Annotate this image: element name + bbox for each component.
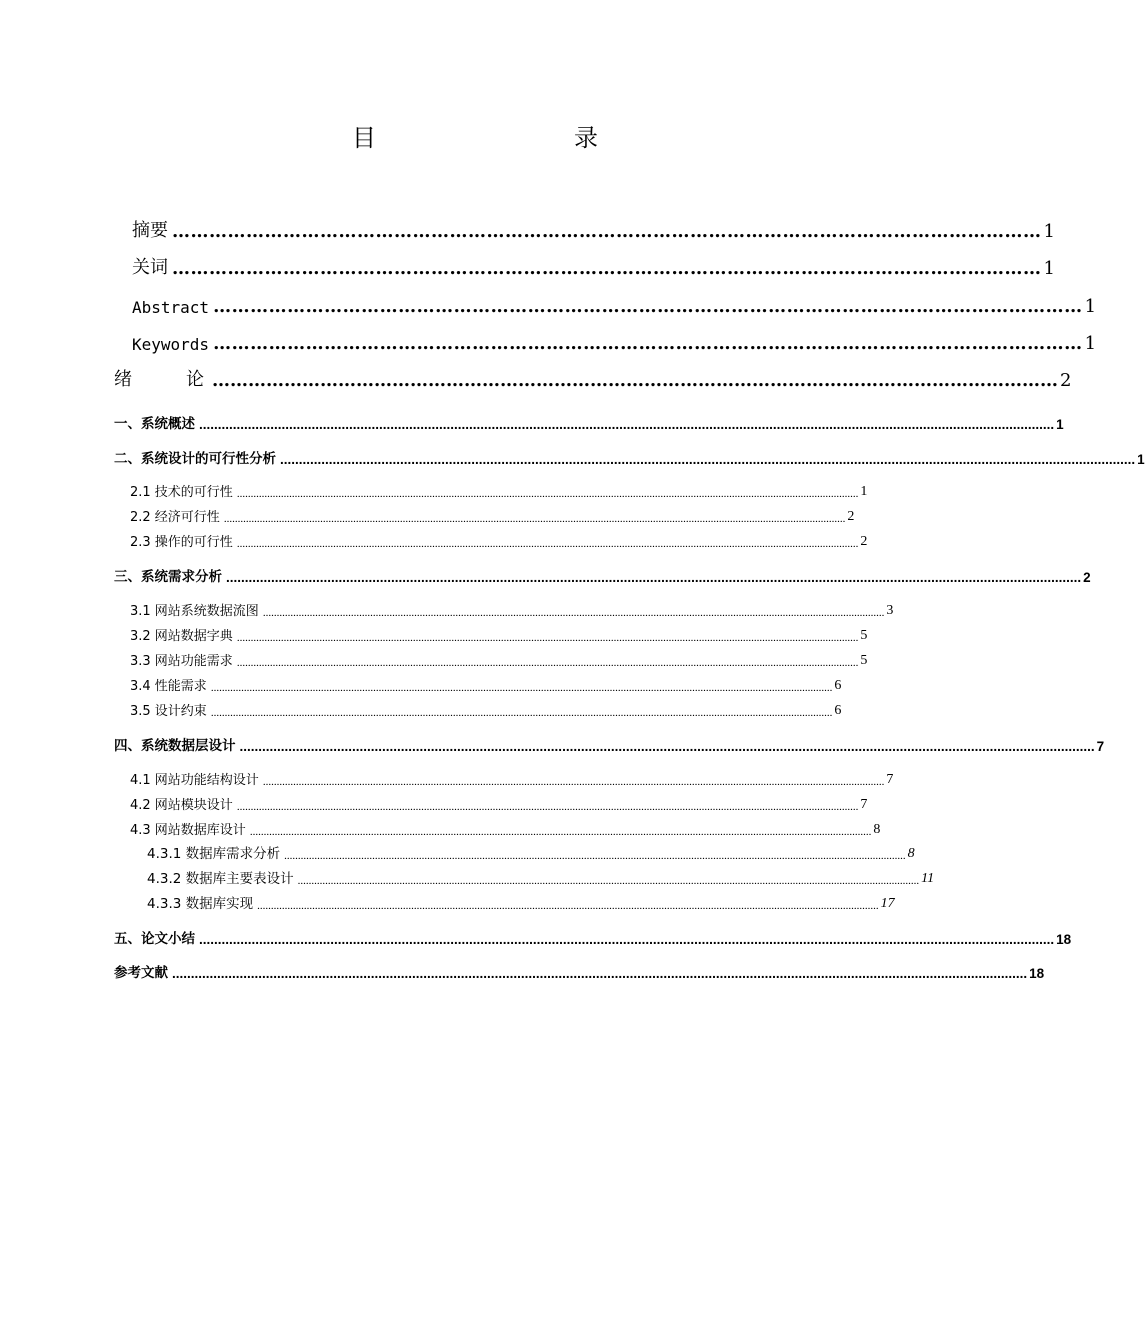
toc-entry-keywords-cn[interactable] [132,255,1055,279]
dot-leader: .................................................................................................................................................................................................................................... [199,932,1055,947]
toc-label: 3.1 网站系统数据流图 [130,604,259,619]
toc-label: 3.2 网站数据字典 [130,629,233,644]
toc-page-number: 6 [834,703,842,718]
toc-page-number: 1 [1084,296,1097,317]
toc-label: 一、系统概述 [114,416,195,431]
dot-leader: .................................................................................................................................................................................................................................. [262,607,885,619]
toc-page-number: 7 [860,797,868,812]
dot-leader: .................................................................................................................................................................................................................................. [236,538,859,550]
dot-leader: .................................................................................................................................................................................................................................... [172,966,1028,981]
toc-page-number: 17 [880,896,895,911]
dot-leader: .................................................................................................................................................................................................................................. [297,875,920,887]
toc-label: 二、系统设计的可行性分析 [114,451,276,466]
toc-label: 4.2 网站模块设计 [130,798,233,813]
dot-leader: .................................................................................................................................................................................................................................. [236,801,859,813]
toc-label: 4.3 网站数据库设计 [130,823,246,838]
dot-leader: .................................................................................................................................................................................................................................... [199,417,1055,432]
toc-page-number: 1 [1137,452,1145,467]
toc-label: 四、系统数据层设计 [114,738,236,753]
toc-label: Keywords [132,335,210,354]
toc-page-number: 8 [907,846,915,861]
toc-page-number: 2 [1060,370,1072,391]
toc-entry-chapter-4[interactable] [114,736,1105,754]
toc-label: 3.5 设计约束 [130,704,207,719]
toc-entry-4-3-1[interactable] [147,844,915,862]
toc-label: 2.1 技术的可行性 [130,485,233,500]
toc-entry-4-3-3[interactable] [147,894,895,912]
dot-leader: .................................................................................................................................................................................................................................... [226,570,1082,585]
toc-label: 关词 [132,257,168,278]
toc-page-number: 5 [860,653,868,668]
toc-entry-keywords-en[interactable] [132,330,1097,354]
toc-entry-3-3[interactable] [130,651,868,669]
toc-entry-3-2[interactable] [130,626,868,644]
toc-label: 参考文献 [114,965,168,980]
toc-page-number: 5 [860,628,868,643]
toc-page-number: 1 [1084,333,1097,354]
dot-leader: …………………………………………………………………………………………………………………………… [172,221,1042,242]
toc-page-number: 18 [1056,932,1072,947]
toc-page-number: 18 [1029,966,1045,981]
toc-entry-2-2[interactable] [130,507,855,525]
dot-leader: .................................................................................................................................................................................................................................. [249,826,872,838]
toc-label: 摘要 [132,220,168,241]
toc-label: 4.3.1 数据库需求分析 [147,846,281,862]
dot-leader: …………………………………………………………………………………………………………………………… [213,333,1083,354]
page-title: 目 录 [352,124,648,152]
dot-leader: .................................................................................................................................................................................................................................. [284,850,906,862]
toc-entry-abstract-en[interactable] [132,293,1097,317]
toc-entry-2-1[interactable] [130,482,868,500]
toc-entry-chapter-2[interactable] [114,449,1145,467]
toc-entry-chapter-5[interactable] [114,929,1072,947]
toc-label: 3.3 网站功能需求 [130,654,233,669]
dot-leader: .................................................................................................................................................................................................................................. [257,900,879,912]
toc-entry-3-5[interactable] [130,701,842,719]
toc-page-number: 11 [921,871,935,886]
dot-leader: …………………………………………………………………………………………………………………………… [212,370,1058,391]
toc-label: 五、论文小结 [114,931,195,946]
toc-entry-4-3-2[interactable] [147,869,935,887]
toc-entry-references[interactable] [114,963,1045,981]
dot-leader: .................................................................................................................................................................................................................................. [223,513,846,525]
toc-page-number: 7 [1096,739,1105,754]
toc-page-number: 3 [886,603,894,618]
dot-leader: .................................................................................................................................................................................................................................. [210,682,833,694]
dot-leader: .................................................................................................................................................................................................................................... [280,452,1136,467]
toc-page-number: 6 [834,678,842,693]
toc-label: Abstract [132,298,210,317]
toc-entry-abstract-cn[interactable] [132,218,1055,242]
toc-entry-chapter-3[interactable] [114,567,1091,585]
toc-entry-chapter-1[interactable] [114,414,1064,432]
toc-entry-introduction[interactable] [114,367,1072,391]
toc-page-number: 1 [860,484,868,499]
toc-page-number: 2 [860,534,868,549]
dot-leader: .................................................................................................................................................................................................................................. [210,707,833,719]
toc-entry-3-1[interactable] [130,601,894,619]
toc-page-number: 1 [1043,258,1055,279]
toc-label: 4.1 网站功能结构设计 [130,773,259,788]
toc-page-number: 2 [847,509,855,524]
toc-label: 4.3.2 数据库主要表设计 [147,871,294,887]
toc-entry-4-1[interactable] [130,770,894,788]
toc-page-number: 2 [1083,570,1091,585]
dot-leader: .................................................................................................................................................................................................................................. [262,776,885,788]
toc-entry-3-4[interactable] [130,676,842,694]
dot-leader: .................................................................................................................................................................................................................................. [236,657,859,669]
dot-leader: .................................................................................................................................................................................................................................... [239,739,1095,754]
toc-label: 绪 论 [114,369,222,390]
toc-page-number: 1 [1056,417,1064,432]
dot-leader: .................................................................................................................................................................................................................................. [236,488,859,500]
toc-entry-2-3[interactable] [130,532,868,550]
toc-label: 4.3.3 数据库实现 [147,896,254,912]
toc-label: 3.4 性能需求 [130,679,207,694]
toc-page-number: 1 [1043,221,1055,242]
dot-leader: …………………………………………………………………………………………………………………………… [213,296,1083,317]
toc-label: 三、系统需求分析 [114,569,222,584]
toc-page-number: 7 [886,772,894,787]
toc-entry-4-2[interactable] [130,795,868,813]
toc-entry-4-3[interactable] [130,820,881,838]
toc-page-number: 8 [873,822,881,837]
toc-label: 2.3 操作的可行性 [130,535,233,550]
dot-leader: …………………………………………………………………………………………………………………………… [172,258,1042,279]
dot-leader: .................................................................................................................................................................................................................................. [236,632,859,644]
toc-label: 2.2 经济可行性 [130,510,220,525]
